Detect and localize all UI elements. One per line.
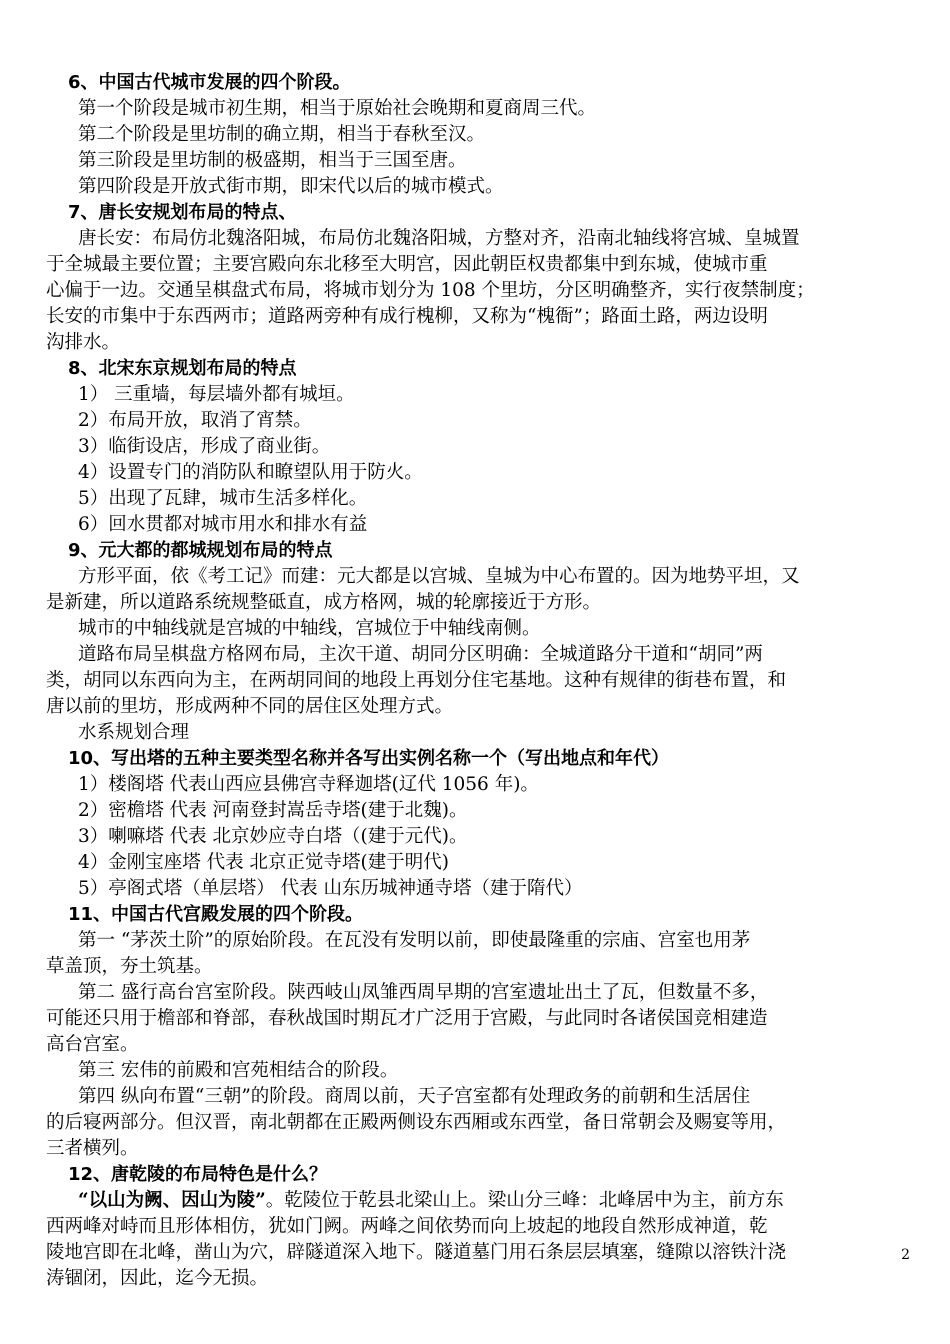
text-line: 第一个阶段是城市初生期，相当于原始社会晚期和夏商周三代。 <box>78 98 597 119</box>
section-heading: 7、唐长安规划布局的特点、 <box>68 202 297 223</box>
text-line: 沟排水。 <box>46 332 121 353</box>
text-line: 三者横列。 <box>46 1138 139 1159</box>
section-heading: 6、中国古代城市发展的四个阶段。 <box>68 72 351 93</box>
section-heading: 12、唐乾陵的布局特色是什么？ <box>68 1164 328 1185</box>
text-line: 涛锢闭，因此，迄今无损。 <box>46 1268 269 1289</box>
text-line: 第二 盛行高台宫室阶段。陕西岐山凤雏西周早期的宫室遗址出土了瓦，但数量不多， <box>78 982 769 1003</box>
text-line: 第四阶段是开放式街市期，即宋代以后的城市模式。 <box>78 176 504 197</box>
text-line: 高台宫室。 <box>46 1034 139 1055</box>
text-line: 1） 三重墙，每层墙外都有城垣。 <box>78 384 355 405</box>
text-line: 草盖顶，夯土筑基。 <box>46 956 213 977</box>
text-line: 6）回水贯都对城市用水和排水有益 <box>78 514 368 535</box>
text-line: 长安的市集中于东西两市；道路两旁种有成行槐柳，又称为“槐衙”；路面土路，两边设明 <box>46 306 768 327</box>
text-line: 西两峰对峙而且形体相仿，犹如门阙。两峰之间依势而向上坡起的地段自然形成神道，乾 <box>46 1216 768 1237</box>
section-heading: 10、写出塔的五种主要类型名称并各写出实例名称一个（写出地点和年代） <box>68 748 670 769</box>
text-line: 5）亭阁式塔（单层塔） 代表 山东历城神通寺塔（建于隋代） <box>78 878 583 899</box>
bold-phrase: “以山为阙、因山为陵” <box>78 1190 266 1211</box>
text-line: 水系规划合理 <box>78 722 190 743</box>
text-line: 的后寝两部分。但汉晋，南北朝都在正殿两侧设东西厢或东西堂，备日常朝会及赐宴等用， <box>46 1112 787 1133</box>
text-line: 唐以前的里坊，形成两种不同的居住区处理方式。 <box>46 696 454 717</box>
text-line: 方形平面，依《考工记》而建：元大都是以宫城、皇城为中心布置的。因为地势平坦，又 <box>78 566 800 587</box>
text-line: 第一 “茅茨土阶”的原始阶段。在瓦没有发明以前，即使最隆重的宗庙、宫室也用茅 <box>78 930 751 951</box>
text-line: 2）布局开放，取消了宵禁。 <box>78 410 312 431</box>
text-line: 4）金刚宝座塔 代表 北京正觉寺塔(建于明代) <box>78 852 449 873</box>
text-line: 2）密檐塔 代表 河南登封嵩岳寺塔(建于北魏)。 <box>78 800 468 821</box>
section-heading: 8、北宋东京规划布局的特点 <box>68 358 297 379</box>
text-line: 第二个阶段是里坊制的确立期，相当于春秋至汉。 <box>78 124 486 145</box>
text-line: 道路布局呈棋盘方格网布局，主次干道、胡同分区明确：全城道路分干道和“胡同”两 <box>78 644 763 665</box>
text-line: 城市的中轴线就是宫城的中轴线，宫城位于中轴线南侧。 <box>78 618 541 639</box>
text-line: 4）设置专门的消防队和瞭望队用于防火。 <box>78 462 423 483</box>
text-line: 陵地宫即在北峰，凿山为穴，辟隧道深入地下。隧道墓门用石条层层填塞，缝隙以溶铁汁浇 <box>46 1242 787 1263</box>
page-number: 2 <box>901 1247 910 1263</box>
text-line: 5）出现了瓦肆，城市生活多样化。 <box>78 488 368 509</box>
text-line: 3）喇嘛塔 代表 北京妙应寺白塔（(建于元代)。 <box>78 826 468 847</box>
text-line <box>46 1188 906 1214</box>
text-line: 第三阶段是里坊制的极盛期，相当于三国至唐。 <box>78 150 467 171</box>
text-line: 1）楼阁塔 代表山西应县佛宫寺释迦塔(辽代 1056 年)。 <box>78 774 539 795</box>
document-page <box>46 70 906 1292</box>
section-heading: 9、元大都的都城规划布局的特点 <box>68 540 333 561</box>
text-rest: 。乾陵位于乾县北梁山上。梁山分三峰：北峰居中为主，前方东 <box>265 1190 784 1211</box>
text-line: 类，胡同以东西向为主，在两胡同间的地段上再划分住宅基地。这种有规律的街巷布置，和 <box>46 670 787 691</box>
text-line: 是新建，所以道路系统规整砥直，成方格网，城的轮廓接近于方形。 <box>46 592 602 613</box>
text-line: 第三 宏伟的前殿和宫苑相结合的阶段。 <box>78 1060 399 1081</box>
text-line: 唐长安：布局仿北魏洛阳城，布局仿北魏洛阳城，方整对齐，沿南北轴线将宫城、皇城置 <box>78 228 800 249</box>
text-line: 于全城最主要位置；主要宫殿向东北移至大明宫，因此朝臣权贵都集中到东城，使城市重 <box>46 254 768 275</box>
section-heading: 11、中国古代宫殿发展的四个阶段。 <box>68 904 364 925</box>
text-line: 3）临街设店，形成了商业街。 <box>78 436 331 457</box>
text-line: 第四 纵向布置“三朝”的阶段。商周以前，天子宫室都有处理政务的前朝和生活居住 <box>78 1086 751 1107</box>
text-line: 可能还只用于檐部和脊部，春秋战国时期瓦才广泛用于宫殿，与此同时各诸侯国竞相建造 <box>46 1008 768 1029</box>
text-line: 心偏于一边。交通呈棋盘式布局，将城市划分为 108 个里坊，分区明确整齐，实行夜禁制度； <box>46 280 815 301</box>
